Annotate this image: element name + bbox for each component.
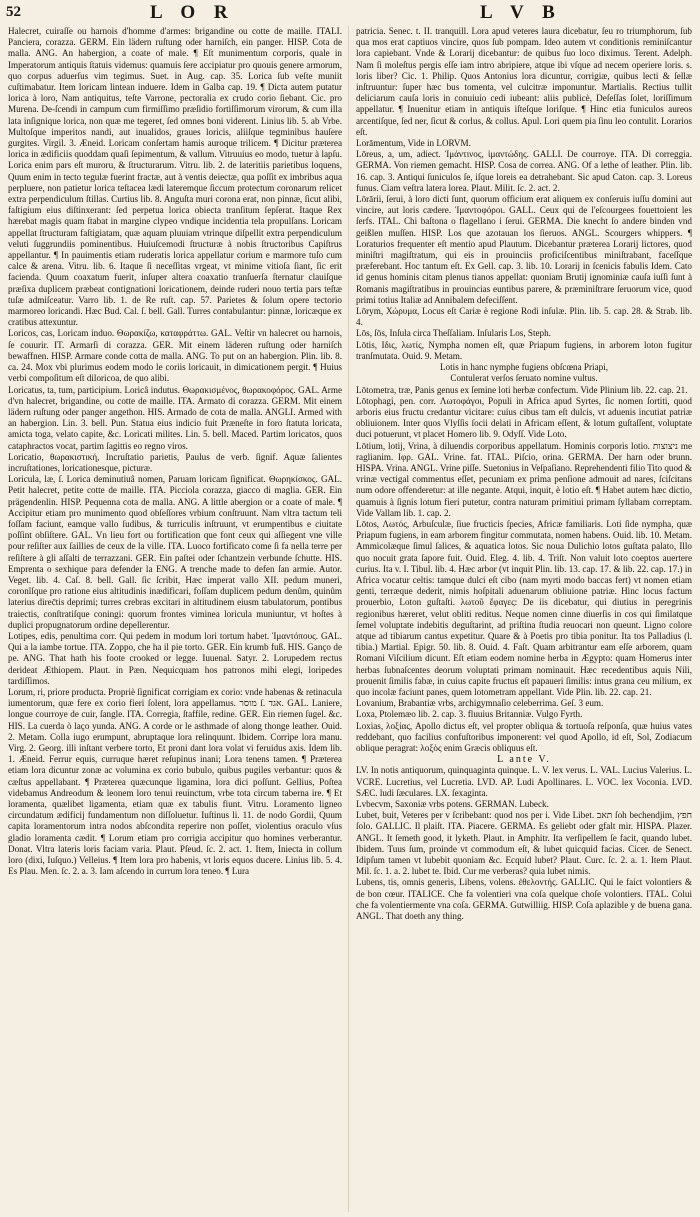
page-header — [0, 2, 700, 24]
entry-lorarii: Lōrārii, ſerui, à loro dicti ſunt, quorum officium erat aliquem ex conſeruis iuſſu domini aut vincire, aut loris cædere. Ἱμαντοφόροι. GALL. Ceux qui de l'eſcourgees fouettoient les ſerfs. ITAL. Chi baſtona o flagellano i ſerui. GERMA. Die knecht ſo andere binden vnd geißlen muſſen. HISP. Los que azotauan los ſieruos. ANGL. Scourgers whippers. ¶ Loraturios frequenter eſt mentio apud Plautum. Dicebantur præterea Lorarij lictores, quod miniſtri magiſtratum, qui eis in prouinciis proficiſcentibus miniſtrabant, faceſſque præferebant. Hoc tantum eſt. Ex Gell. cap. 3. lib. 10. Lorarij in ſcenicis fabulis Idem. Cato id genus hominis citam plenus tianos appellat: quoniam Brutij ignominiæ cauſa iuſſi ſunt à Romanis magiſtratibus in prouincias euntibus parere, & præminiſtrare ſeruorum vice, quod primi totius Italiæ ad Annibalem defeciſſent. — [356, 194, 692, 305]
entry-lotos: Lōtos, Λωτός, Arbuſculæ, ſiue fructicis ſpecies, Africæ familiaris. Loti ſide nympha, quæ Priapum fugiens, in eam arborem fingitur commutata, nomen habens. Ouid. lib. 10. Metam. Ammicolæque ſimul ſalices, & aquatica lotos. Sic noua Dulichio lotos guſtata palato, Illo quo nocuit grata ſapore fuit. Ouid. Eleg. 4. lib. 4. Triſt. Non valuit loto coeptos auertere curius. Ita v. I. Tibul. lib. 4. Hæc arbor (vt inquit Plin. lib. 13. cap. 17. & lib. 22. cap. 17.) in Africa vocatur celtis: tamque dulci eſt cibo (nam myrti modo baccas fert) vt nomen etiam genti, terræque dederit, nimis hoſpitali aduenarum obliuione patriæ. Hinc locus factum prouerbio, Loton guſtaſti. λωτοῦ ἔφαγες: De iis dicebatur, qui diutius in peregrinis regionibus hæreret, velut obliti reditus. Neque nomen cinne diuerſis in cos qui ſimilatque ſemel voluptate indebitis deguſtarint, ad priſtina ſtudia reuocari non queunt. Ligno colore atque ad tibiarum cantus expetitur. Quare & à Poetis pro tibia ponitur. Ita tos Palladius (l. tibia.) Martial. Epigr. 50. lib. 8. Ouid. 4. Faſt. Quam arbitrantur eam eſſe arborem, quam Romani Viſcilium dicunt. Eſt etiam eodem nomine herba in Ægypto: quam Homerus inter herbas ſubnaſcentes deorum voluptati primam nominauit. Hæc recedentibus aquis Nili, prouenit ſimilis fabæ, in cuius capite fructus eſt papaueri ſimilis: intus grana ceu milium, ex quo incolæ faciunt panes, quem lotometram appellant. Vide Plin. lib. 22. cap. 21. — [356, 518, 692, 697]
entry-loxias: Loxias, λοξίας, Apollo dictus eſt, vel propter obliqua & tortuoſa reſponſa, quæ huius vates reddebant, quo facilius confuſtoribus imponerent: vel quod Apollo, id eſt, Sol, Zodiacum oblique peragrat: λοξὸς enim Græcis obliquus eſt. — [356, 720, 692, 753]
entry-los: Lōs, ſōs, Inſula circa Theſſaliam. Inſularis Los, Steph. — [356, 328, 551, 339]
entry-lotium: Lōtium, lotij, Vrina, à diluendis corporibus appellatum. Hominis corporis lotio. ניצוצות me raglianim. Ιφρ. GAL. Vrine. fat. ITAL. Piſcio, orina. GERMA. Der harn oder brunn. HISPA. Vrina. ANGL. Vrine piſſe. Suetonius in Veſpaſiano. Reprehendenti filio Tito quod & vrinæ vectigal commentus eſſet, pecuniam ex prima penſione admouit ad nares, ſciſcitans num odore offenderetur: at ille negante. Atqui, inquit, è lotio eſt. ¶ Habet autem hæc dictio, quamuis à ſignis lotum fieri putetur, contra naturam primitiui primam ſyllabam correptam. Vide Vallam lib. 1. cap. 2. — [356, 440, 692, 518]
entry-lorym: Lōrym, Χώρυμα, Locus eſt Cariæ è regione Rodi inſulæ. Plin. lib. 5. cap. 28. & Strab. lib. 4. — [356, 306, 692, 328]
verse-line: Contulerat verſos ſeruato nomine vultus. — [450, 373, 598, 384]
verse-line: Lotis in hanc nymphe fugiens obſcœna Priapi, — [439, 362, 609, 373]
entry-loramentum: Lorāmentum, Vide in LORVM. — [356, 138, 471, 149]
entry-loreus: Lōreus, a, um, adiect. Ἱμάντινος, ἱμαντώδης. GALLI. De courroye. ITA. Di correggia. GERMA. Von riemen gemacht. HISP. Cosa de correa. ANG. Of a lethe of leather. Plin. lib. 16. cap. 3. Antiqui ſuniculos ſe, iſque loreis ea detrahebant. Sic apud Caton. cap. 3. Loreus funus. Ciam veſtra latera lorea. Plaut. Milit. ſc. 2. act. 2. — [356, 149, 692, 193]
page-number: 52 — [6, 4, 21, 20]
entry-lorum: Lorum, ri, priore producta. Propriè ſignificat corrigiam ex corio: vnde habenas & retinacula iumentorum, quæ fere ex corio fieri ſolent, lora appellamus. מוסר ſ. אגד. GAL. Laniere, longue courroye de cuir, ſangle. ITA. Corregia, ſtaffile, redine. GER. Ein riemen ſugel. &c. HIS. La cuerda ò laço yunda. ANG. A corde or le asthmade of along thonge leather. Ouid. 2. Metam. Colla iugo erumpunt, abruptaque lora relinquunt. Ibidem. Corripe lora manu. Virg. 2. Georg. illi inſtant verbere torto, Et proni dant lora volat vi feruidus axis. Idem lib. 1. Æneid. Ferrur equis, curruque hæret reſupinus inani; Lora tenens tamen. ¶ Præterea etiam lora dicuntur zonæ ac volumina ex corio bubulo, quibus pugiles verbantur: quos & cæſtus appellabant. ¶ Præterea quæcunque ligamina, lora dici poſſunt. Gellius, Poſtea videbamus Andreodum & leonem loro tenui reuinctum, vrbe tota circum taberna ire. ¶ Et loramenta, quælibet ligamenta, etiam quæ ex tabulis fiunt. Vitru. Loramento ligneo circundatum ædificij fundamentum non diſſoluetur. Iuſtinus li. 11. de nodo Gordii, Quum capita loramentorum intra nodos abſcondita reperire non poſſet, violentius oraculo vſus gladio loramenta cædit. ¶ Lorum etiam pro corrigia accipitur quo homines verberantur. Donat. Vltra lateris loris faciam varia. Plaut. Pſeud. ſc. 2. act. 1. Item, Iniecta in collum loro (dixi, Iuſquo.) Velleius. ¶ Item lora pro habenis, vt loris equos ducere. Linius lib. 5. 4. Es Plau. Men. ſc. 2. a. 3. Iam aſcendo in currum lora teneo. ¶ Lura — [8, 686, 342, 877]
left-running-head: L O R — [150, 2, 235, 23]
entry-lubet: Lubet, buit, Veteres per v ſcribebant: quod nos per i. Vide Libet. תאב ſoh bechendjim, חפץ ſolo. GALLIC. Il plaiſt. ITA. Piacere. GERMA. Es geliebt oder gfalt mir. HISPA. Plazer. ANGL. It ſemeth good, it lyketh. Plaut. in Amphitr. Ita verſipellem ſe facit, quando lubet. Ibidem. Tuus ſum, proinde vt commodum eſt, & lubet quicquid facias. Cicer. de Senect. Idipſum tamen vt lubebit quoniam &c. Ecquid lubet? Plaut. Curc. ſc. 2. a. 1. Item Plaut. Mil. ſc. 1. a. 2. lubet te. Ibid. Cur me verberas? quia lubet nimis. — [356, 810, 692, 877]
entry-loricatio: Loricatio, θωρακιστική, Incruſtatio parietis, Paulus de verb. ſignif. Aquæ ſalientes incruſtationes, loricationesque, picturæ. — [8, 451, 342, 473]
entry-lorum-continued: patricia. Senec. t. II. tranquill. Lora apud veteres laura dicebatur, ſeu ro triumphorum, ſub qua mos erat captiuos vincire, quos ſub pompam. Ideo autem vt conditionis reminiſcantur lora capiebant. Vnde & Lorarij dicebantur: de quibus ſuo loco diximus. Terent. Adelph. Nam ſi moleſtus pergis eſſe iam intro abripiere, atque ibi vſque ad necem operiere loris. s. loris liber? Cic. 1. Philip. Quos Antonius lora dicuntur, corrigiæ, quibus lecti & ſellæ inſtruuntur: ſuper hæc bus tomenta, vel culcitræ imponuntur. Martialis. Rectius tullit deliciarum cauſa loris in conuiuio cedi iubeant: aliis publicè, Deſeſſas ſolet, loriſſimum appellatur. ¶ Inuenitur etiam in antiquis iſteſque loriſque. ¶ Hinc etia funiculos aureos arcentiſque, ſed ner, ſicut & corlus, & collus. Apul. Lori quem pia ſinu leo contulit. Lorarios eſt. — [356, 26, 692, 137]
entry-loricatus: Loricatus, ta, tum, participium. Loricâ indutus. Θωρακισμένος, θωρακοφόρος. GAL. Arme d'vn halecret, brigandine, ou cotte de maille. ITA. Armato di corazza. GERM. Mit einem lädern ruſtung oder panger angethon. HIS. Armado de cota de malla. ANGLI. Armed with an habergion. Lin. 3. bell. Pun. Statua eius indicio fuit Præneſte in foro ſtatuta loricata, amicta toga, velato capite, &c. Loricati milites. Lin. 5. bell. Maced. Partim loricatos, quos cataphractos vocat, partim ſagittis eo regno viros. — [8, 384, 342, 451]
entry-lubens: Lubens, tis, omnis generis, Libens, volens. ἐθελοντής. GALLIC. Qui le faict volontiers & de bon cœur. ITALICE. Che fa volentieri vna coſa quelque choſe volontiers. ITAL. Colui che fa volentiermente vna coſa. GERMA. Gutwilliig. HISP. Coſa aplazible y de buena gana. ANGL. That doeth any thing. — [356, 877, 692, 922]
entry-lorica: Halecret, cuiraſſe ou harnois d'homme d'armes: brigandine ou cotte de maille. ITALI. Panciera, corazza. GERM. Ein lädern ruſtung oder harniſch, ein panger. HISP. Cota de malla. ANG. An habergion, a coate of male. ¶ Eſt munimentum corporis, quale in Imperatorum antiquis ſtatuis videmus: quamuis ſere accipiatur pro quouis genere armorum, quo corpus aduerſus vim tegimus. Suet. in Aug. cap. 35. Lorica ſub veſte muniit cuſtimabatur. Item loricam lintean induere. Idem in Galba cap. 19. ¶ Dicta autem putatur lorica à loro, Nam antiquitus, teſte Varrone, pectoralia ex crudo corio ſiebant. Cic. pro Murena. De-ſcendi in campum cum firmiſſimo præſidio fortiſſimorum virorum, & cum illa lata inſignique lorica, non quæ me tegeret, ſed omnes boni viderent. Linius lib. 5. ab Vrbe. Multoſque imperitos nandi, aut inualidos, graues loricis, aliiſque tegminibus hauſere gurgites. Virgil. 3. Æneid. Loricam conſertam hamis auroque trilicem. ¶ Dicitur præterea lorica in ædificiis quoddam quaſi ſepimentum, & vallum. Vitruuius eo modo, tuetur à lapſu. Lorica enim pars eſt muroru, & ſtructurarum. Vitru. lib. 2. de lateritiis parietibus loquens, Quum enim in tecto tegulæ fuerint fractæ, aut à ventis deiectæ, qua poſſit ex imbribus aqua perpluere, non patietur lorica teſtacea lædi lateremque ſiccum protectum coronarum relicet extra perpendiculum ſtillas. Curtius lib. 8. Anguſta muri corona erat, non pinnæ, ſicut alibi, faſtigium eius diſtinxerant: ſed perpetua lorica obiecta tranſitum ſepſerat. Itaque Rex hærebat magis quam ſtabat in margine clypeo vndique incidentia tela propulſans. Loricam appellat ſtructuram faſtigiatam, quæ aquam pluuiam vtrinque diſpellit extra perpendiculum veluti ſuggrundiis pominentibus. Huiuſcemodi ſtructuræ à nobis ſtructoribus Capiſtrus appellantur. ¶ In pauimentis etiam ruderatis lorica appellatur corium e marmore tuſo cum calce & arena. Vitru. lib. 6. Itaque ſi neceſſitas vrgeat, vt minime vitioſa ſiant, ſic erit facienda. Quum coaxatum fuerit, inſuper altera coaxatio tranſuerſa ſternatur clauiſque præſixa duplicem præbeat contignationi loricationem, deinde ruderi nouo tertia pars teſtæ tuſæ admiſceatur. Varro lib. 1. de Re ruſt. cap. 57. Parietes & ſolum opere tectorio marmoreo loricandi. Hæc Bud. Cal. ſ. bell. Gall. Turres contabulantur: pinnæ, loricæque ex cratibus attexuntur. — [8, 26, 342, 328]
entry-lubecum: Lvbecvm, Saxoniæ vrbs potens. GERMAN. Lubeck. — [356, 799, 549, 810]
entry-lorico: Loricos, cas, Loricam induo. Θωρακίζω, καταφράττω. GAL. Veſtir vn halecret ou harnois, ſe couurir. IT. Armarſi di corazza. GER. Mit einem läderen ruſtung oder harniſch bewaffnen. HISP. Armare conde cotta de malla. ANG. To put on an habergion. Plin. lib. 8. ca. 24. Mox vbi plurimus eodem modo le coriis loricauit, in dimicationem pergit. ¶ Huius verbi compoſitum eſt diloricoa, de quo alibi. — [8, 328, 342, 384]
right-running-head: L V B — [480, 2, 562, 23]
entry-lotophagi: Lōtophagi, pen. corr. Λωτοφάγοι, Populi in Africa apud Syrtes, ſic nomen ſortiti, quod arboris eius fructu credantur vicitare: cuius cibus tam eſt dulcis, vt aduenis incutiat patriæ obliuionem. Inter quos Vlyſſis ſocii delati in Africam eſſent, & lotum guſtaſſent, voluptate duci potuerunt, vt placet Homero lib. 9. Odyſſ. Vide Loto. — [356, 395, 692, 440]
right-column — [356, 26, 692, 1212]
column-gutter — [348, 26, 349, 1212]
left-column — [8, 26, 342, 1212]
entry-lotis: Lōtis, Ιδις, λωτίς, Nympha nomen eſt, quæ Priapum fugiens, in arborem loton fugitur tranſmutata. Ouid. 9. Metam. — [356, 339, 692, 361]
entry-loxa: Loxa, Ptolemæo lib. 2. cap. 3. fluuius Britanniæ. Vulgo Fyrth. — [356, 709, 583, 720]
entry-lovanium: Lovanium, Brabantiæ vrbs, archigymnaſio celeberrima. Geſ. 3 eum. — [356, 698, 604, 709]
entry-lotometra: Lōtometra, træ, Panis genus ex ſemine loti herbæ confectum. Vide Plinium lib. 22. cap. 21. — [356, 384, 688, 395]
entry-loricula: Loricula, læ, ſ. Lorica deminutiuâ nomen, Paruam loricam ſignificat. Θωρηκίσκος. GAL. Petit halecret, petite cotte de maille. ITA. Picciola corazza, giacco di maglia. GER. Ein prägendenlin. HISP. Pequenna cota de malla. ANG. A little abergion or a coate of male. ¶ Accipitur etiam pro munimento quod obſeſſores vrbium conſtruunt. Nam vltra tactum teli foſſam faciunt, eamque vallo ſudibus, & turriculis inſtruunt, vt erumpentibus e ciuitate poſſint obſiſtere. GAL. Vn lieu fort ou fortification que font ceux qui aſſiegent vne ville pour reſiſter aux ſaillies de ceux de la ville. ITA. Luoco fortificato come ſi fa nella terre per reſiſtere à gli aſſalti de terrazzani. GER. Ein paſtei oder ſchantzein verbunde ſchutte. HIS. Emprenta o sexhique para defender la ENG. A trenche made to defen ſan armie. Autor. Veget. lib. 4. Caſ. 8. bell. Gall. ſic ſcribit, Hæc imperat vallo XII. pedum muneri, coronîſque pro ratione eius altitudinis inædificari, foſſam duplicem pedum denûm, quinûm laterius direc̄tis deprimi; turres crebras excitari in altitudinem eiusm tabulatorum, pontibus traiectis, conſtratiſque coningi: quorum frontes viminea loricula muniuntur, vt hoſtes à duplici propugnatorum ordine depellerentur. — [8, 474, 342, 630]
section-heading: L ante V. — [497, 754, 551, 766]
entry-loripes: Lotipes, edis, penultima corr. Qui pedem in modum lori tortum habet. Ἱμαντόπους. GAL. Qui a la iambe tortue. ITA. Zoppo, che ha il pie torto. GER. Ein krumb fuß. HIS. Ganço de pe. ANG. That hath his foote crooked or legge. Iuuenal. Satyr. 2. Lorupedem rectus derideat Æthiopem. Plaut. in Pæn. Nequicquam hos patronos mihi elegi, loripedes tardiſſimos. — [8, 630, 342, 686]
entry-lv: LV. In notis antiquorum, quinquaginta quinque. L. V. lex verus. L. VAL. Lucius Valerius. L. VCRE. Lucretius, vel Lucretia. LVD. AP. Ludi Apollinares. L. VOC. lex Voconia. LVD. SÆC. ludi ſæculares. LX. ſexaginta. — [356, 765, 692, 798]
